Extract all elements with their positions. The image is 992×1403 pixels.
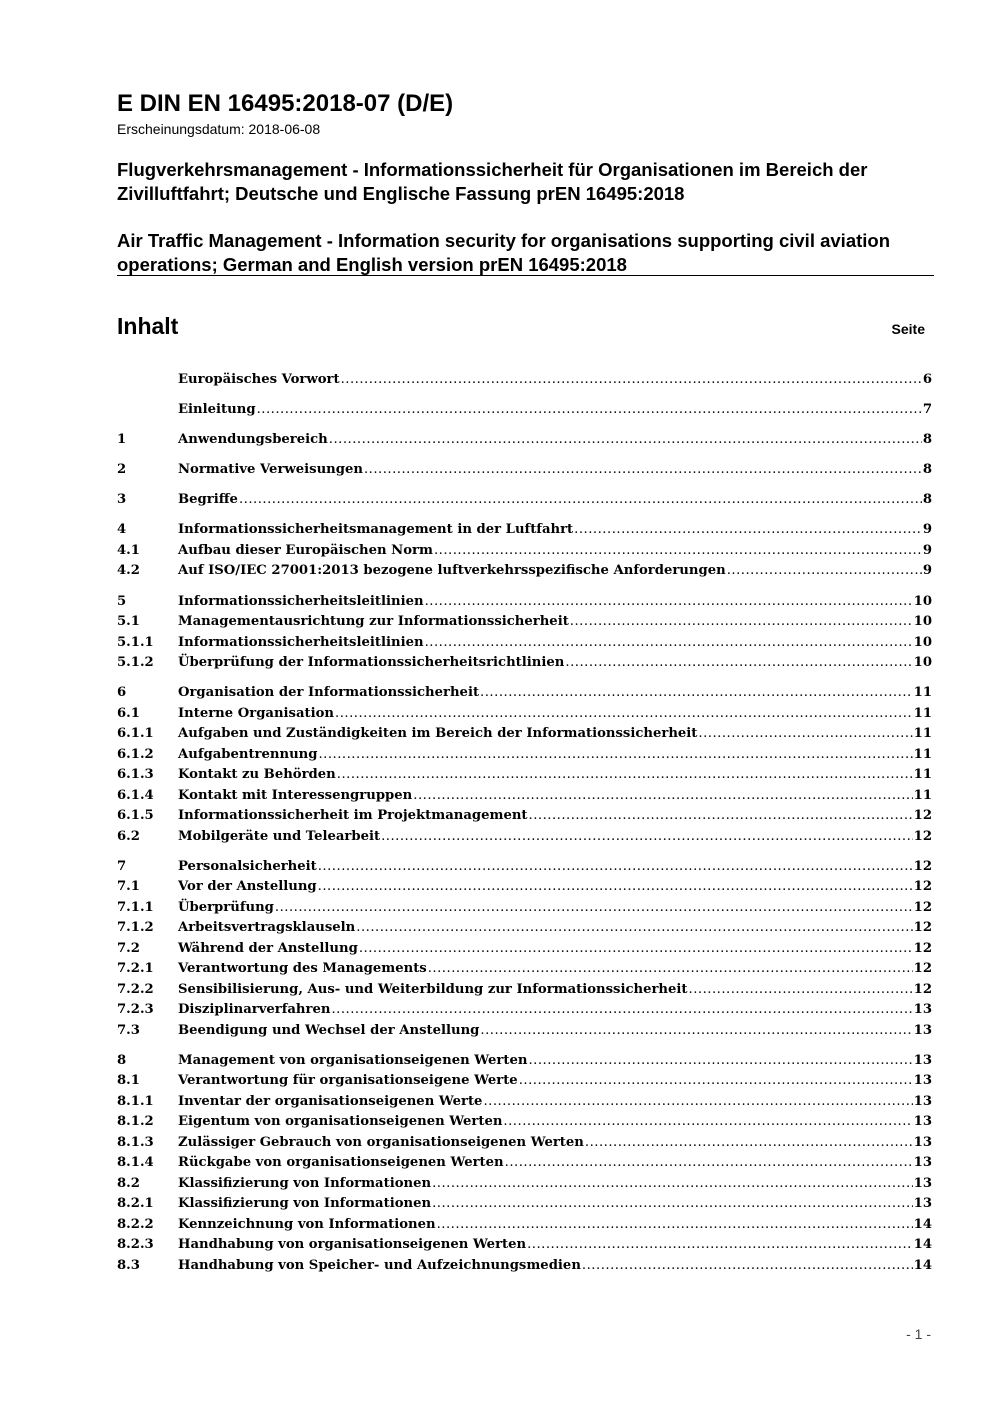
toc-entry[interactable] [117, 827, 932, 848]
toc-leader [329, 430, 922, 451]
toc-entry[interactable] [117, 857, 932, 878]
toc-entry-label: Sensibilisierung, Aus- und Weiterbildung zur Informationssicherheit [178, 981, 688, 997]
toc-entry[interactable] [117, 541, 932, 562]
toc-entry-page: 12 [913, 920, 932, 936]
toc-leader [432, 1174, 913, 1195]
toc-entry-label: Kontakt zu Behörden [178, 767, 336, 783]
toc-entry-page: 13 [913, 1093, 932, 1109]
toc-leader [582, 1256, 913, 1277]
toc-entry-label: Management von organisationseigenen Werten [178, 1052, 528, 1068]
toc-leader [335, 704, 913, 725]
toc-entry-page: 9 [922, 542, 932, 558]
toc-leader [585, 1133, 913, 1154]
toc-leader [437, 1215, 913, 1236]
toc-entry-page: 12 [913, 961, 932, 977]
toc-entry-number: 8.1 [117, 1073, 140, 1089]
toc-leader [318, 745, 912, 766]
toc-entry[interactable] [117, 918, 932, 939]
toc-entry-page: 13 [913, 1052, 932, 1068]
publication-date: Erscheinungsdatum: 2018-06-08 [117, 121, 321, 137]
toc-entry-page: 11 [913, 705, 932, 721]
toc-entry-page: 13 [913, 1134, 932, 1150]
toc-entry-page: 14 [913, 1257, 932, 1273]
toc-entry-page: 13 [913, 1002, 932, 1018]
toc-entry[interactable] [117, 980, 932, 1001]
toc-leader [480, 1021, 912, 1042]
toc-leader [318, 877, 913, 898]
toc-leader [689, 980, 913, 1001]
toc-entry[interactable] [117, 460, 932, 481]
toc-entry-page: 11 [913, 767, 932, 783]
toc-leader [425, 592, 913, 613]
toc-entry[interactable] [117, 1021, 932, 1042]
toc-entry-page: 7 [922, 402, 932, 418]
toc-page-column-label: Seite [891, 321, 925, 337]
toc-entry-label: Informationssicherheitsleitlinien [178, 634, 424, 650]
toc-entry-label: Normative Verweisungen [178, 462, 363, 478]
toc-entry-number: 6.1.4 [117, 787, 154, 803]
toc-entry-label: Personalsicherheit [178, 858, 317, 874]
title-german: Flugverkehrsmanagement - Informationssicherheit für Organisationen im Bereich der Zivilluftfahrt; Deutsche und Englische Fassung prEN 16495:2018 [117, 159, 868, 204]
toc-entry[interactable] [117, 1194, 932, 1215]
toc-entry-label: Informationssicherheit im Projektmanagement [178, 808, 528, 824]
toc-entry-number: 7.1.2 [117, 920, 154, 936]
toc-entry-label: Kennzeichnung von Informationen [178, 1216, 436, 1232]
page-number: - 1 - [906, 1326, 931, 1342]
toc-entry-label: Handhabung von organisationseigenen Werten [178, 1237, 527, 1253]
toc-entry-label: Arbeitsvertragsklauseln [178, 920, 356, 936]
standard-id: E DIN EN 16495:2018-07 (D/E) [117, 90, 454, 117]
toc-entry-label: Beendigung und Wechsel der Anstellung [178, 1022, 480, 1038]
toc-entry-number: 2 [117, 462, 127, 478]
toc-entry-page: 13 [913, 1155, 932, 1171]
toc-heading: Inhalt [117, 313, 179, 339]
toc-leader [275, 898, 913, 919]
table-of-contents [117, 370, 932, 1276]
toc-entry[interactable] [117, 1174, 932, 1195]
toc-leader [413, 786, 912, 807]
toc-entry-page: 12 [913, 899, 932, 915]
toc-entry-page: 10 [913, 614, 932, 630]
toc-leader [239, 490, 922, 511]
toc-leader [432, 1194, 913, 1215]
toc-entry[interactable] [117, 1235, 932, 1256]
toc-leader [529, 806, 913, 827]
toc-entry[interactable] [117, 745, 932, 766]
toc-entry[interactable] [117, 806, 932, 827]
toc-entry-page: 11 [913, 787, 932, 803]
toc-entry[interactable] [117, 1000, 932, 1021]
toc-entry[interactable] [117, 898, 932, 919]
toc-entry-page: 14 [913, 1237, 932, 1253]
toc-entry[interactable] [117, 653, 932, 674]
toc-entry-page: 9 [922, 563, 932, 579]
toc-entry-page: 8 [922, 462, 932, 478]
toc-entry-number: 7.1 [117, 879, 140, 895]
toc-entry-number: 7.2.2 [117, 981, 154, 997]
toc-entry-page: 9 [922, 522, 932, 538]
toc-entry-page: 13 [913, 1022, 932, 1038]
toc-entry-label: Überprüfung [178, 899, 274, 915]
toc-entry-page: 12 [913, 808, 932, 824]
toc-entry-label: Anwendungsbereich [178, 432, 328, 448]
toc-entry-page: 10 [913, 634, 932, 650]
toc-leader [425, 633, 913, 654]
toc-entry-label: Informationssicherheitsmanagement in der Luftfahrt [178, 522, 574, 538]
toc-entry[interactable] [117, 592, 932, 613]
toc-entry-page: 12 [913, 940, 932, 956]
toc-entry[interactable] [117, 1112, 932, 1133]
toc-leader [698, 724, 912, 745]
toc-leader [428, 959, 913, 980]
toc-entry-number: 6.1 [117, 705, 140, 721]
toc-entry-label: Disziplinarverfahren [178, 1002, 331, 1018]
toc-entry-number: 6.1.3 [117, 767, 154, 783]
toc-entry-number: 7.2 [117, 940, 140, 956]
toc-leader [331, 1000, 912, 1021]
toc-entry-number: 8.1.3 [117, 1134, 154, 1150]
toc-entry-label: Klassifizierung von Informationen [178, 1196, 432, 1212]
toc-entry[interactable] [117, 520, 932, 541]
toc-leader [505, 1153, 913, 1174]
toc-entry-label: Interne Organisation [178, 705, 335, 721]
toc-leader [434, 541, 922, 562]
toc-entry[interactable] [117, 1215, 932, 1236]
toc-entry-number: 6.1.5 [117, 808, 154, 824]
toc-entry[interactable] [117, 683, 932, 704]
toc-entry-page: 12 [913, 879, 932, 895]
toc-entry-number: 8.2.2 [117, 1216, 154, 1232]
toc-entry-label: Managementausrichtung zur Informationssicherheit [178, 614, 569, 630]
toc-entry-number: 6.1.1 [117, 726, 154, 742]
toc-entry-page: 10 [913, 593, 932, 609]
toc-entry-label: Einleitung [178, 402, 256, 418]
toc-entry[interactable] [117, 724, 932, 745]
toc-entry[interactable] [117, 633, 932, 654]
toc-entry-page: 13 [913, 1073, 932, 1089]
toc-entry-number: 7.1.1 [117, 899, 154, 915]
toc-entry-number: 6 [117, 685, 127, 701]
toc-entry-label: Auf ISO/IEC 27001:2013 bezogene luftverkehrsspezifische Anforderungen [178, 563, 726, 579]
header-divider [117, 275, 934, 276]
toc-entry-number: 8.1.4 [117, 1155, 154, 1171]
toc-leader [381, 827, 913, 848]
toc-entry-page: 8 [922, 492, 932, 508]
toc-entry-label: Informationssicherheitsleitlinien [178, 593, 424, 609]
toc-entry-page: 12 [913, 828, 932, 844]
toc-entry[interactable] [117, 370, 932, 391]
toc-leader [570, 612, 913, 633]
toc-entry-label: Aufgaben und Zuständigkeiten im Bereich der Informationssicherheit [178, 726, 698, 742]
toc-entry-page: 11 [913, 726, 932, 742]
toc-entry[interactable] [117, 877, 932, 898]
toc-entry-label: Kontakt mit Interessengruppen [178, 787, 413, 803]
toc-entry-label: Verantwortung für organisationseigene Werte [178, 1073, 518, 1089]
toc-entry-page: 8 [922, 432, 932, 448]
toc-entry-page: 13 [913, 1196, 932, 1212]
toc-leader [519, 1071, 913, 1092]
toc-leader [356, 918, 912, 939]
toc-entry-number: 4 [117, 522, 127, 538]
toc-entry-label: Mobilgeräte und Telearbeit [178, 828, 381, 844]
toc-entry-page: 14 [913, 1216, 932, 1232]
toc-entry[interactable] [117, 400, 932, 421]
toc-entry[interactable] [117, 612, 932, 633]
toc-entry-label: Handhabung von Speicher- und Aufzeichnungsmedien [178, 1257, 581, 1273]
toc-entry-label: Überprüfung der Informationssicherheitsrichtlinien [178, 655, 565, 671]
toc-entry-number: 4.1 [117, 542, 140, 558]
toc-leader [318, 857, 913, 878]
toc-entry-page: 13 [913, 1114, 932, 1130]
toc-entry-page: 10 [913, 655, 932, 671]
toc-entry-page: 11 [913, 685, 932, 701]
toc-entry-number: 8.1.2 [117, 1114, 154, 1130]
toc-entry[interactable] [117, 939, 932, 960]
toc-entry-label: Rückgabe von organisationseigenen Werten [178, 1155, 504, 1171]
title-english: Air Traffic Management - Information security for organisations supporting civil aviation operations; German and English version prEN 16495:2018 [117, 230, 891, 275]
toc-entry[interactable] [117, 430, 932, 451]
toc-entry[interactable] [117, 765, 932, 786]
toc-entry-number: 8.1.1 [117, 1093, 154, 1109]
toc-entry-label: Inventar der organisationseigenen Werte [178, 1093, 483, 1109]
toc-entry-number: 8.2.1 [117, 1196, 154, 1212]
toc-entry[interactable] [117, 561, 932, 582]
toc-entry-label: Eigentum von organisationseigenen Werten [178, 1114, 503, 1130]
toc-entry-number: 3 [117, 492, 127, 508]
toc-leader [364, 460, 922, 481]
toc-entry-page: 11 [913, 746, 932, 762]
toc-entry-label: Klassifizierung von Informationen [178, 1175, 432, 1191]
toc-entry-number: 7.2.3 [117, 1002, 154, 1018]
toc-leader [341, 370, 922, 391]
toc-entry[interactable] [117, 1092, 932, 1113]
toc-entry-number: 5.1.2 [117, 655, 154, 671]
toc-entry[interactable] [117, 959, 932, 980]
toc-entry[interactable] [117, 1153, 932, 1174]
toc-entry-label: Während der Anstellung [178, 940, 358, 956]
toc-entry-label: Europäisches Vorwort [178, 372, 340, 387]
toc-leader [359, 939, 913, 960]
toc-leader [480, 683, 913, 704]
toc-entry-label: Vor der Anstellung [178, 879, 317, 895]
toc-entry[interactable] [117, 704, 932, 725]
toc-entry-number: 7.2.1 [117, 961, 154, 977]
toc-entry-label: Zulässiger Gebrauch von organisationseigenen Werten [178, 1134, 584, 1150]
toc-leader [574, 520, 922, 541]
toc-leader [528, 1051, 912, 1072]
toc-entry-number: 7.3 [117, 1022, 140, 1038]
toc-leader [483, 1092, 912, 1113]
toc-entry[interactable] [117, 490, 932, 511]
toc-entry-number: 6.1.2 [117, 746, 154, 762]
toc-entry-label: Verantwortung des Managements [178, 961, 427, 977]
toc-entry[interactable] [117, 1051, 932, 1072]
toc-entry-number: 1 [117, 432, 127, 448]
toc-entry-number: 5 [117, 593, 127, 609]
toc-entry-label: Aufbau dieser Europäischen Norm [178, 542, 433, 558]
toc-entry-number: 5.1 [117, 614, 140, 630]
toc-entry-number: 5.1.1 [117, 634, 154, 650]
toc-leader [337, 765, 913, 786]
toc-entry-number: 4.2 [117, 563, 140, 579]
toc-leader [727, 561, 922, 582]
toc-leader [503, 1112, 912, 1133]
toc-entry-number: 8.2 [117, 1175, 140, 1191]
toc-entry-page: 12 [913, 981, 932, 997]
toc-entry-page: 6 [922, 372, 932, 387]
toc-leader [257, 400, 922, 421]
toc-leader [565, 653, 912, 674]
toc-entry-number: 7 [117, 858, 127, 874]
toc-entry-number: 8.2.3 [117, 1237, 154, 1253]
toc-entry-label: Begriffe [178, 492, 238, 508]
toc-entry[interactable] [117, 786, 932, 807]
toc-entry[interactable] [117, 1071, 932, 1092]
toc-entry-page: 12 [913, 858, 932, 874]
toc-entry-label: Organisation der Informationssicherheit [178, 685, 480, 701]
toc-entry-number: 8 [117, 1052, 127, 1068]
toc-leader [527, 1235, 913, 1256]
toc-entry[interactable] [117, 1256, 932, 1277]
toc-entry-page: 13 [913, 1175, 932, 1191]
toc-entry-number: 8.3 [117, 1257, 140, 1273]
toc-entry[interactable] [117, 1133, 932, 1154]
toc-entry-number: 6.2 [117, 828, 140, 844]
toc-entry-label: Aufgabentrennung [178, 746, 318, 762]
